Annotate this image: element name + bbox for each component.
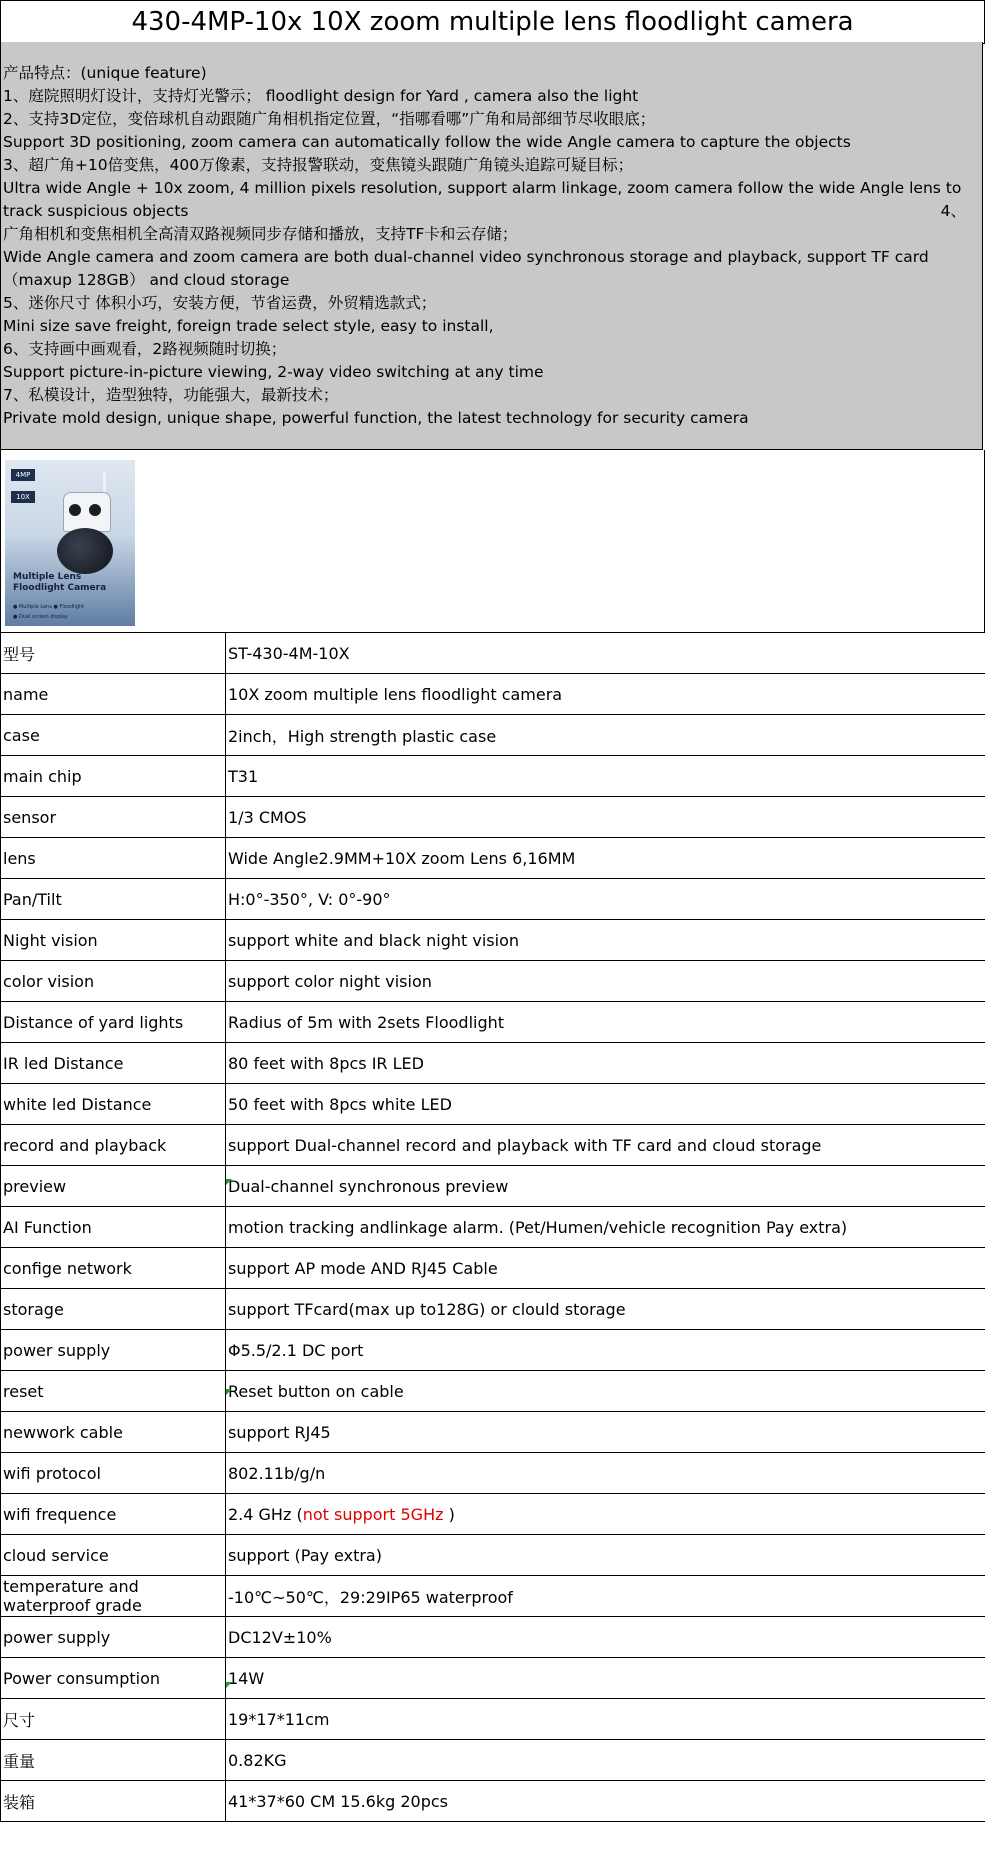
spec-value: Radius of 5m with 2sets Floodlight [226, 1002, 985, 1043]
product-image [5, 460, 135, 626]
feature-line: 3、超广角+10倍变焦，400万像素，支持报警联动，变焦镜头跟随广角镜头追踪可疑目标； [3, 156, 634, 174]
table-row [1, 1002, 985, 1043]
feature-line: 7、私模设计，造型独特，功能强大，最新技术； [3, 386, 339, 404]
spec-key: 装箱 [1, 1781, 226, 1822]
table-row [1, 1494, 985, 1535]
feature-line: 2、支持3D定位，变倍球机自动跟随广角相机指定位置，“指哪看哪”广角和局部细节尽收眼底； [3, 110, 656, 128]
product-image-feature: ● Dual screen display [13, 614, 68, 620]
spec-key: Night vision [1, 920, 226, 961]
feature-line: 广角相机和变焦相机全高清双路视频同步存储和播放，支持TF卡和云存储； [3, 225, 518, 243]
feature-line: 产品特点：(unique feature) [3, 64, 207, 82]
spec-key: AI Function [1, 1207, 226, 1248]
table-row [1, 1125, 985, 1166]
spec-value: Dual-channel synchronous preview [226, 1166, 985, 1207]
spec-value: support TFcard(max up to128G) or clould storage [226, 1289, 985, 1330]
product-image-title [13, 572, 106, 594]
table-row [1, 1166, 985, 1207]
feature-line: Support 3D positioning, zoom camera can automatically follow the wide Angle camera to capture the objects [3, 133, 851, 151]
resolution-badge: 4MP [11, 469, 35, 481]
cell-comment-marker [226, 1179, 232, 1185]
spec-key: IR led Distance [1, 1043, 226, 1084]
spec-key: Pan/Tilt [1, 879, 226, 920]
spec-value-warning: not support 5GHz [302, 1504, 444, 1524]
spec-key: record and playback [1, 1125, 226, 1166]
spec-value-tail: ) [443, 1504, 455, 1524]
table-row [1, 920, 985, 961]
spec-value: T31 [226, 756, 985, 797]
spec-key: sensor [1, 797, 226, 838]
feature-line: Private mold design, unique shape, powerful function, the latest technology for security camera [3, 409, 749, 427]
spec-table [0, 632, 985, 1822]
spec-value: 1/3 CMOS [226, 797, 985, 838]
lens-icon [69, 504, 81, 516]
table-row [1, 1289, 985, 1330]
spec-value: 0.82KG [226, 1740, 985, 1781]
spec-key: white led Distance [1, 1084, 226, 1125]
spec-key: Distance of yard lights [1, 1002, 226, 1043]
table-row [1, 1453, 985, 1494]
spec-value [226, 1494, 985, 1535]
spec-value: 50 feet with 8pcs white LED [226, 1084, 985, 1125]
feature-line: Support picture-in-picture viewing, 2-way video switching at any time [3, 363, 544, 381]
lens-icon [89, 504, 101, 516]
feature-line [3, 200, 980, 223]
spec-value: DC12V±10% [226, 1617, 985, 1658]
table-row [1, 1207, 985, 1248]
table-row [1, 1617, 985, 1658]
spec-key: wifi frequence [1, 1494, 226, 1535]
product-image-title-line: Multiple Lens [13, 572, 82, 582]
spec-key: case [1, 715, 226, 756]
spec-key: power supply [1, 1330, 226, 1371]
spec-key: preview [1, 1166, 226, 1207]
product-image-feature: ● Multiple Lens ● Floodlight [13, 604, 85, 610]
spec-key: 尺寸 [1, 1699, 226, 1740]
feature-line: 6、支持画中画观看，2路视频随时切换； [3, 340, 287, 358]
spec-value: support color night vision [226, 961, 985, 1002]
table-row [1, 1043, 985, 1084]
cell-comment-marker [226, 1682, 232, 1688]
spec-value: support white and black night vision [226, 920, 985, 961]
table-row [1, 715, 985, 756]
spec-key: power supply [1, 1617, 226, 1658]
spec-key: 重量 [1, 1740, 226, 1781]
spec-value: 80 feet with 8pcs IR LED [226, 1043, 985, 1084]
spec-value: Φ5.5/2.1 DC port [226, 1330, 985, 1371]
spec-value: support (Pay extra) [226, 1535, 985, 1576]
product-image-title-line: Floodlight Camera [13, 583, 107, 593]
feature-line: Ultra wide Angle + 10x zoom, 4 million pixels resolution, support alarm linkage, zoom camera follow the wide Angle lens to [3, 179, 962, 197]
cell-comment-marker [226, 1389, 232, 1395]
table-row [1, 1084, 985, 1125]
image-row [0, 450, 985, 632]
spec-value: Reset button on cable [226, 1371, 985, 1412]
spec-value: -10℃~50℃，29:29IP65 waterproof [226, 1576, 985, 1617]
spec-value: Wide Angle2.9MM+10X zoom Lens 6,16MM [226, 838, 985, 879]
table-row [1, 674, 985, 715]
feature-line: Mini size save freight, foreign trade select style, easy to install, [3, 317, 494, 335]
table-row [1, 633, 985, 674]
spec-value: motion tracking andlinkage alarm. (Pet/Humen/vehicle recognition Pay extra) [226, 1207, 985, 1248]
spec-value: support Dual-channel record and playback with TF card and cloud storage [226, 1125, 985, 1166]
table-row [1, 838, 985, 879]
table-row [1, 1248, 985, 1289]
spec-key: wifi protocol [1, 1453, 226, 1494]
spec-value: 19*17*11cm [226, 1699, 985, 1740]
page-title: 430-4MP-10x 10X zoom multiple lens floodlight camera [0, 0, 985, 44]
feature-line: Wide Angle camera and zoom camera are both dual-channel video synchronous storage and playback, support TF card [3, 248, 929, 266]
feature-line-text: track suspicious objects [3, 202, 189, 220]
table-row [1, 1576, 985, 1617]
table-row [1, 1330, 985, 1371]
spec-value: support RJ45 [226, 1412, 985, 1453]
table-row [1, 1658, 985, 1699]
spec-key: Power consumption [1, 1658, 226, 1699]
spec-value: ST-430-4M-10X [226, 633, 985, 674]
spec-key: 型号 [1, 633, 226, 674]
spec-value: 2inch，High strength plastic case [226, 715, 985, 756]
spec-value: support AP mode AND RJ45 Cable [226, 1248, 985, 1289]
table-row [1, 797, 985, 838]
spec-key: confige network [1, 1248, 226, 1289]
ptz-ball-icon [57, 528, 113, 574]
zoom-badge: 10X [11, 491, 35, 503]
features-block [0, 42, 983, 450]
spec-key: storage [1, 1289, 226, 1330]
spec-key: cloud service [1, 1535, 226, 1576]
spec-value: 802.11b/g/n [226, 1453, 985, 1494]
feature-line: 5、迷你尺寸 体积小巧，安装方便，节省运费，外贸精选款式； [3, 294, 437, 312]
table-row [1, 1781, 985, 1822]
table-row [1, 961, 985, 1002]
table-row [1, 1699, 985, 1740]
spec-key: main chip [1, 756, 226, 797]
table-row [1, 1412, 985, 1453]
spec-key: lens [1, 838, 226, 879]
spec-value: 14W [226, 1658, 985, 1699]
feature-number: 4、 [940, 202, 966, 220]
table-row [1, 1535, 985, 1576]
spec-value: 10X zoom multiple lens floodlight camera [226, 674, 985, 715]
spec-key: newwork cable [1, 1412, 226, 1453]
table-row [1, 1740, 985, 1781]
spec-value: H:0°-350°, V: 0°-90° [226, 879, 985, 920]
feature-line: （maxup 128GB） and cloud storage [3, 271, 290, 289]
spec-value: 41*37*60 CM 15.6kg 20pcs [226, 1781, 985, 1822]
spec-key: reset [1, 1371, 226, 1412]
table-row [1, 879, 985, 920]
spec-key: temperature and waterproof grade [1, 1576, 226, 1617]
spec-value-text: 2.4 GHz ( [228, 1504, 303, 1524]
spec-key: color vision [1, 961, 226, 1002]
table-row [1, 756, 985, 797]
feature-line: 1、庭院照明灯设计，支持灯光警示； floodlight design for Yard , camera also the light [3, 87, 639, 105]
spec-key: name [1, 674, 226, 715]
table-row [1, 1371, 985, 1412]
